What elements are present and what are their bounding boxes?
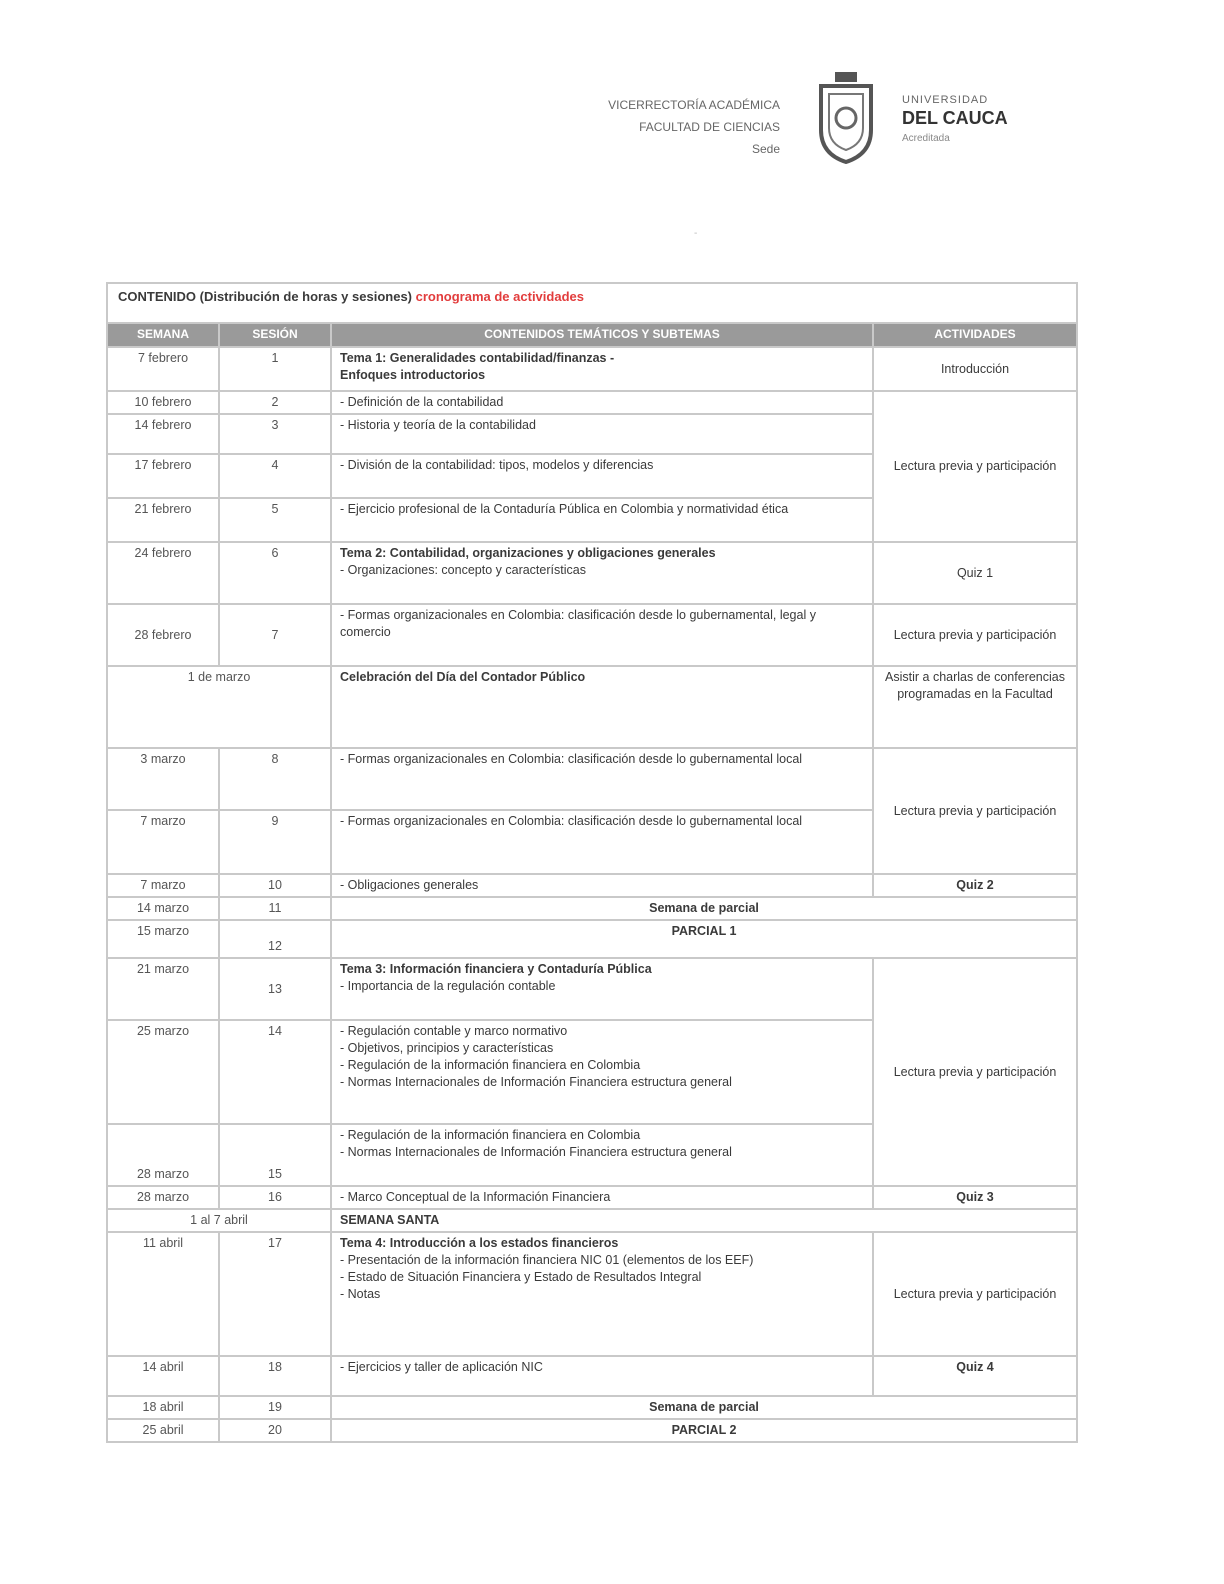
date-cell: 15 marzo	[107, 920, 219, 958]
date-cell: 7 marzo	[107, 810, 219, 874]
session-cell: 15	[219, 1124, 331, 1186]
activity-cell: Quiz 3	[873, 1186, 1077, 1209]
table-caption	[107, 283, 1077, 323]
date-cell: 18 abril	[107, 1396, 219, 1419]
date-cell: 25 marzo	[107, 1020, 219, 1124]
content-cell: Semana de parcial	[331, 1396, 1077, 1419]
date-cell: 14 febrero	[107, 414, 219, 454]
column-header-date: SEMANA	[107, 323, 219, 347]
table-caption-row	[107, 283, 1077, 323]
activity-cell: Lectura previa y participación	[873, 604, 1077, 666]
date-cell: 1 al 7 abril	[107, 1209, 331, 1232]
content-cell: - Ejercicios y taller de aplicación NIC	[331, 1356, 873, 1396]
date-cell: 28 marzo	[107, 1124, 219, 1186]
content-cell: - Obligaciones generales	[331, 874, 873, 897]
column-header-content: CONTENIDOS TEMÁTICOS Y SUBTEMAS	[331, 323, 873, 347]
date-cell: 11 abril	[107, 1232, 219, 1356]
activity-cell: Lectura previa y participación	[873, 1232, 1077, 1356]
institution-block	[902, 94, 1082, 144]
schedule-table	[106, 282, 1078, 1443]
topic-text: - Organizaciones: concepto y características	[340, 563, 586, 577]
topic-title: Tema 3: Información financiera y Contaduría Pública	[340, 962, 652, 976]
caption-text: CONTENIDO (Distribución de horas y sesiones)	[118, 289, 416, 304]
table-row	[107, 958, 1077, 1020]
content-cell: Celebración del Día del Contador Público	[331, 666, 873, 748]
table-row	[107, 666, 1077, 748]
activity-cell: Quiz 1	[873, 542, 1077, 604]
topic-title: Tema 4: Introducción a los estados financieros	[340, 1236, 619, 1250]
activity-cell: Introducción	[873, 347, 1077, 391]
session-cell: 1	[219, 347, 331, 391]
table-header-row	[107, 323, 1077, 347]
table-row	[107, 1356, 1077, 1396]
header-text-block	[470, 94, 780, 160]
session-cell: 18	[219, 1356, 331, 1396]
content-cell: - Historia y teoría de la contabilidad	[331, 414, 873, 454]
table-row	[107, 1209, 1077, 1232]
activity-cell: Asistir a charlas de conferencias programadas en la Facultad	[873, 666, 1077, 748]
date-cell: 14 abril	[107, 1356, 219, 1396]
content-cell	[331, 542, 873, 604]
table-row	[107, 1419, 1077, 1442]
content-cell: - Ejercicio profesional de la Contaduría Pública en Colombia y normatividad ética	[331, 498, 873, 542]
session-cell: 11	[219, 897, 331, 920]
content-cell: Semana de parcial	[331, 897, 1077, 920]
date-cell: 7 febrero	[107, 347, 219, 391]
header-line-2: FACULTAD DE CIENCIAS	[639, 120, 780, 134]
column-header-activities: ACTIVIDADES	[873, 323, 1077, 347]
table-row	[107, 391, 1077, 414]
content-cell: - Regulación de la información financiera en Colombia - Normas Internacionales de Información Financiera estructura general	[331, 1124, 873, 1186]
session-cell: 3	[219, 414, 331, 454]
header-line-3: Sede	[751, 142, 780, 156]
page-marker: -	[694, 228, 698, 239]
session-cell: 9	[219, 810, 331, 874]
content-cell: - Formas organizacionales en Colombia: clasificación desde lo gubernamental, legal y comercio	[331, 604, 873, 666]
institution-top: UNIVERSIDAD	[902, 94, 989, 106]
activity-cell: Lectura previa y participación	[873, 958, 1077, 1186]
date-cell: 3 marzo	[107, 748, 219, 810]
table-row	[107, 874, 1077, 897]
session-cell: 14	[219, 1020, 331, 1124]
date-cell: 24 febrero	[107, 542, 219, 604]
date-cell: 21 marzo	[107, 958, 219, 1020]
table-row	[107, 748, 1077, 810]
session-cell: 17	[219, 1232, 331, 1356]
session-cell: 5	[219, 498, 331, 542]
session-cell: 2	[219, 391, 331, 414]
session-cell: 19	[219, 1396, 331, 1419]
table-row	[107, 920, 1077, 958]
institution-sub: Acreditada	[902, 133, 950, 144]
table-row	[107, 1232, 1077, 1356]
date-cell: 28 marzo	[107, 1186, 219, 1209]
topic-title: Tema 1: Generalidades contabilidad/finanzas -	[340, 351, 615, 365]
content-cell: - Formas organizacionales en Colombia: clasificación desde lo gubernamental local	[331, 748, 873, 810]
content-cell: - Formas organizacionales en Colombia: clasificación desde lo gubernamental local	[331, 810, 873, 874]
date-cell: 17 febrero	[107, 454, 219, 498]
date-cell: 7 marzo	[107, 874, 219, 897]
content-cell	[331, 347, 873, 391]
session-cell: 10	[219, 874, 331, 897]
column-header-session: SESIÓN	[219, 323, 331, 347]
session-cell: 13	[219, 958, 331, 1020]
content-cell: - Regulación contable y marco normativo - Objetivos, principios y características - Regulación de la información financiera en Colombia - Normas Internacionales de Información Financiera estructura general	[331, 1020, 873, 1124]
date-cell: 21 febrero	[107, 498, 219, 542]
table-row	[107, 604, 1077, 666]
date-cell: 14 marzo	[107, 897, 219, 920]
activity-cell: Lectura previa y participación	[873, 391, 1077, 542]
document-header	[470, 72, 1090, 172]
session-cell: 6	[219, 542, 331, 604]
content-cell: - Definición de la contabilidad	[331, 391, 873, 414]
topic-text: - Presentación de la información financiera NIC 01 (elementos de los EEF) - Estado de Situación Financiera y Estado de Resultados Integral - Notas	[340, 1253, 754, 1301]
activity-cell: Lectura previa y participación	[873, 748, 1077, 874]
table-row	[107, 897, 1077, 920]
date-cell: 28 febrero	[107, 604, 219, 666]
content-cell: PARCIAL 1	[331, 920, 1077, 958]
activity-cell: Quiz 2	[873, 874, 1077, 897]
session-cell: 4	[219, 454, 331, 498]
table-row	[107, 347, 1077, 391]
table-row	[107, 542, 1077, 604]
content-cell: - División de la contabilidad: tipos, modelos y diferencias	[331, 454, 873, 498]
date-cell: 10 febrero	[107, 391, 219, 414]
topic-text: Enfoques introductorios	[340, 368, 486, 382]
table-row	[107, 1186, 1077, 1209]
session-cell: 20	[219, 1419, 331, 1442]
university-seal-icon	[815, 72, 877, 164]
date-cell: 25 abril	[107, 1419, 219, 1442]
header-line-1: VICERRECTORÍA ACADÉMICA	[608, 98, 780, 112]
date-cell: 1 de marzo	[107, 666, 331, 748]
topic-title: Tema 2: Contabilidad, organizaciones y obligaciones generales	[340, 546, 716, 560]
table-row	[107, 1396, 1077, 1419]
session-cell: 16	[219, 1186, 331, 1209]
content-cell: - Marco Conceptual de la Información Financiera	[331, 1186, 873, 1209]
session-cell: 7	[219, 604, 331, 666]
institution-name: DEL CAUCA	[902, 108, 1008, 128]
content-cell	[331, 958, 873, 1020]
session-cell: 12	[219, 920, 331, 958]
content-cell: SEMANA SANTA	[331, 1209, 1077, 1232]
content-cell: PARCIAL 2	[331, 1419, 1077, 1442]
session-cell: 8	[219, 748, 331, 810]
topic-text: - Importancia de la regulación contable	[340, 979, 556, 993]
content-cell	[331, 1232, 873, 1356]
activity-cell: Quiz 4	[873, 1356, 1077, 1396]
caption-red-text: cronograma de actividades	[415, 289, 584, 304]
